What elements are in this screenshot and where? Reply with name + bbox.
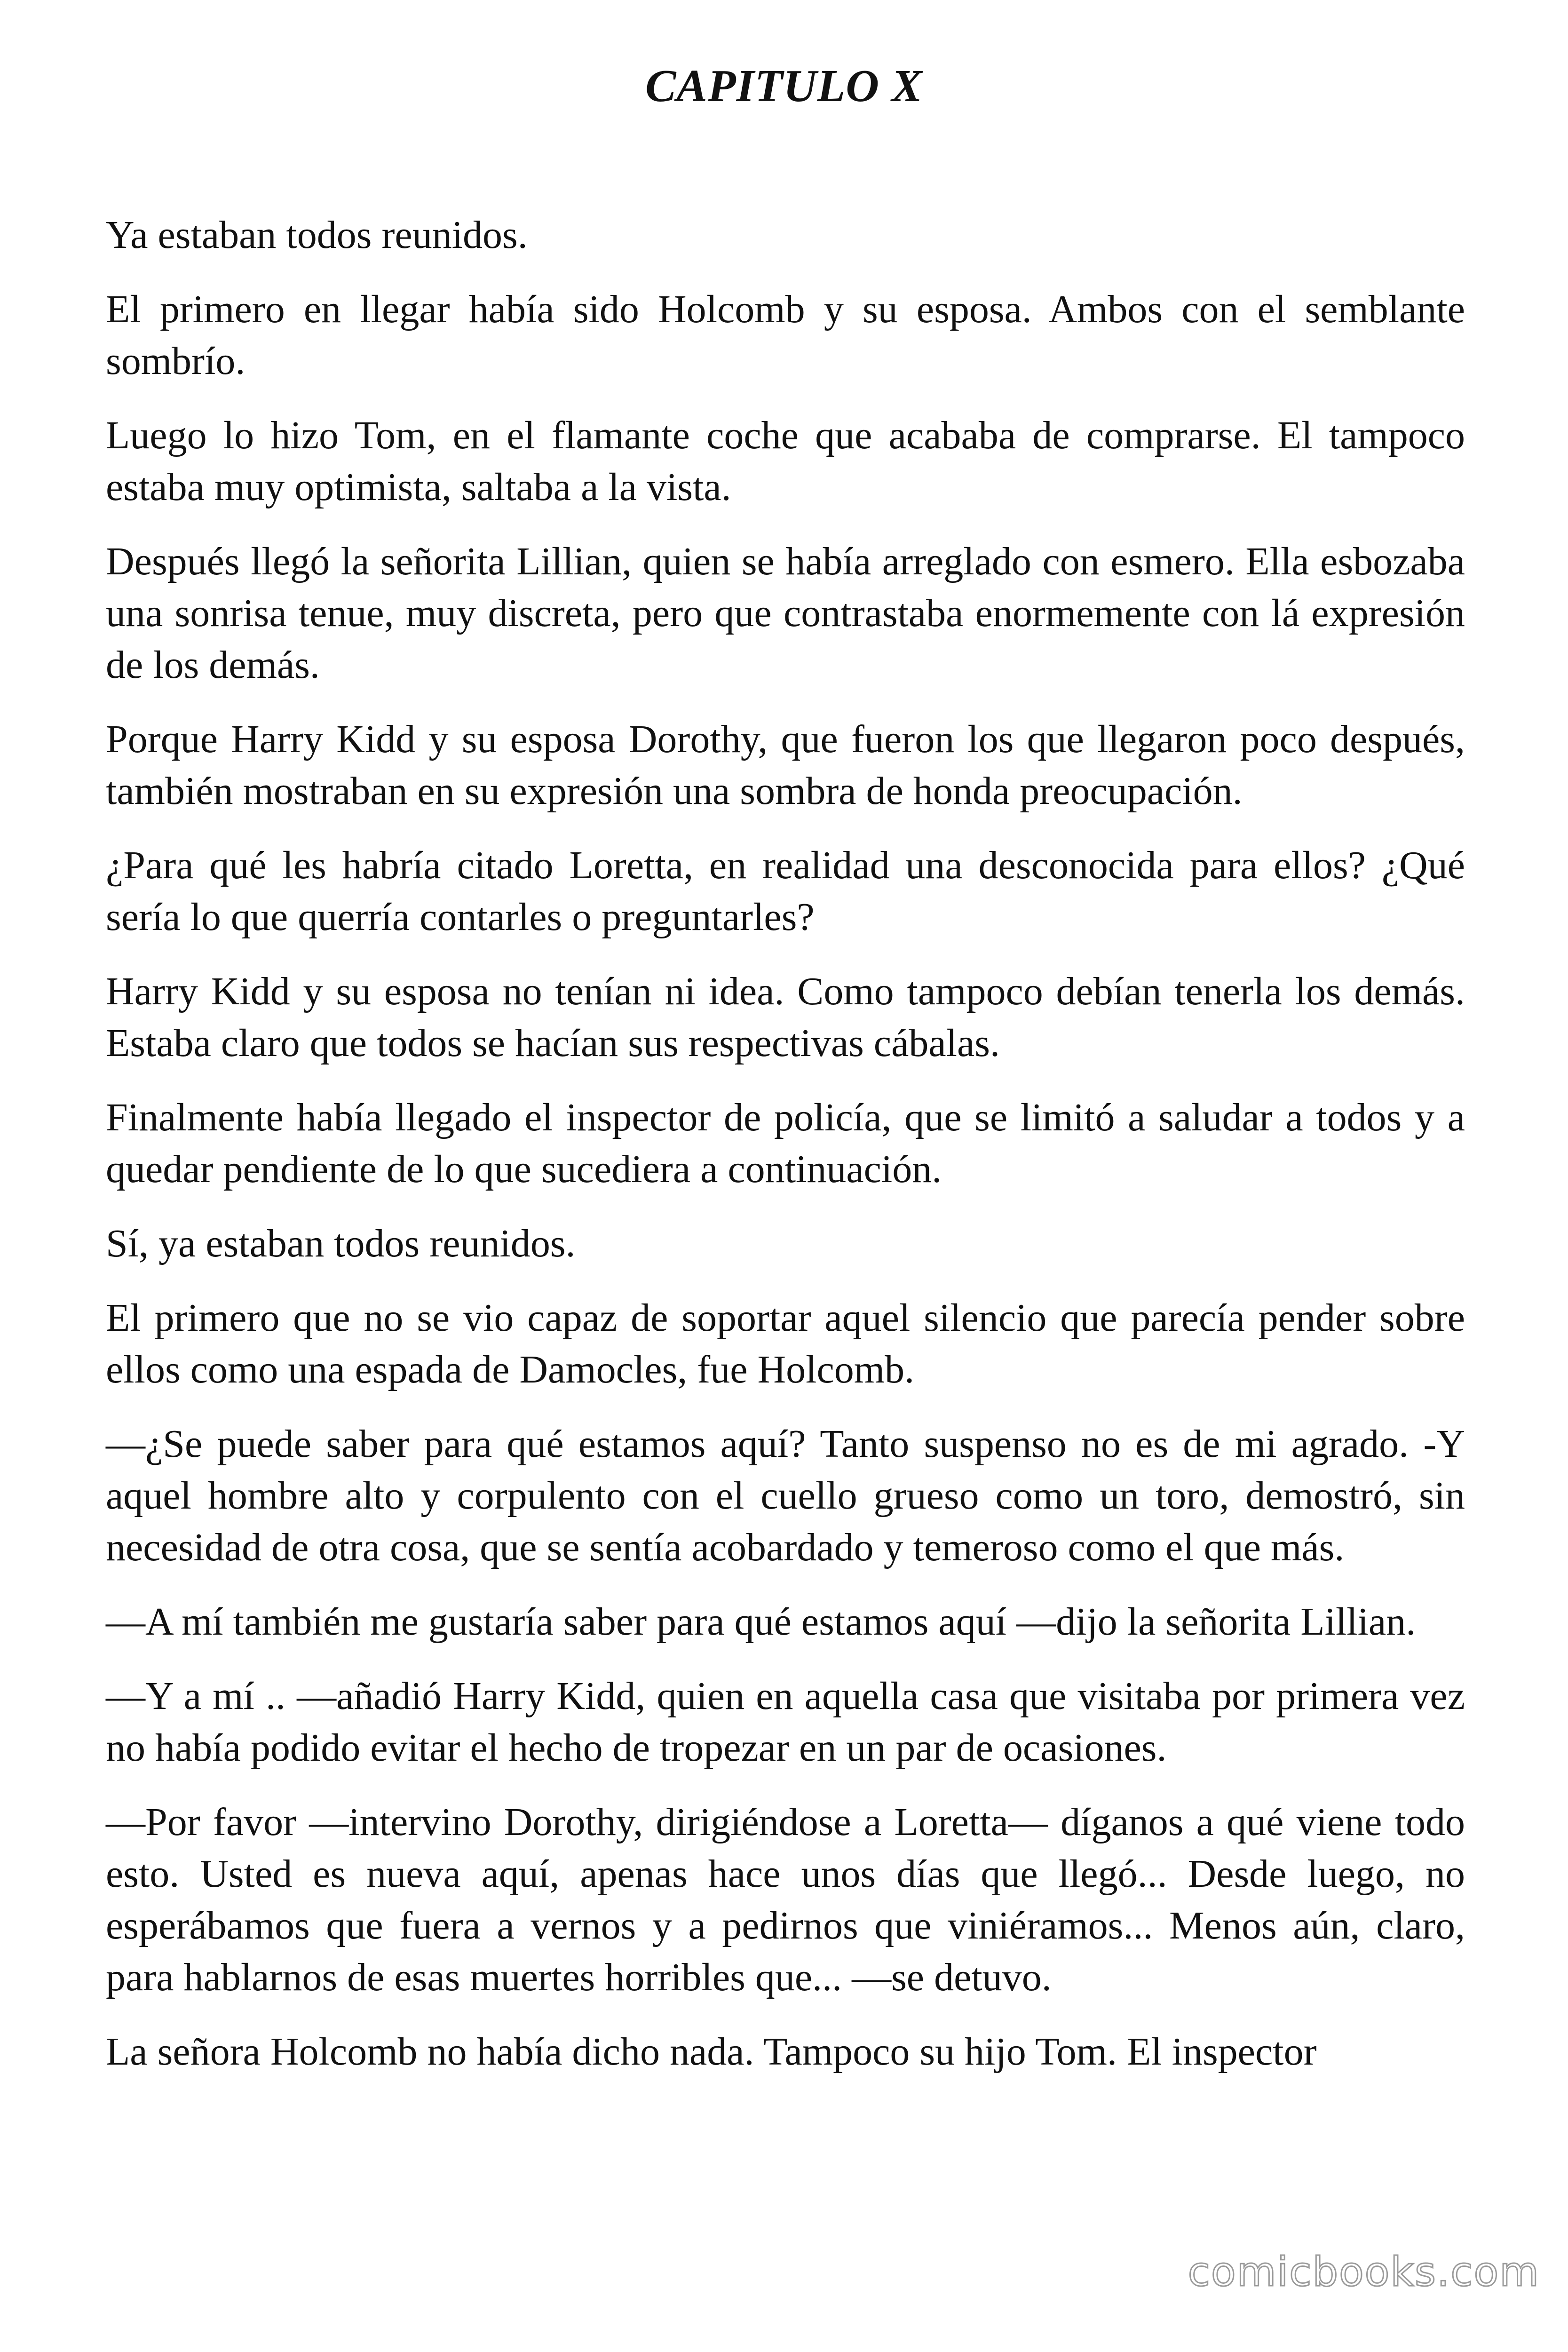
- paragraph: —A mí también me gustaría saber para qué estamos aquí —dijo la señorita Lillian.: [106, 1600, 1416, 1644]
- paragraph: Harry Kidd y su esposa no tenían ni idea. Como tampoco debían tenerla los demás. Estaba claro que todos se hacían sus respectivas cábalas.: [106, 969, 1465, 1065]
- paragraph: Después llegó la señorita Lillian, quien se había arreglado con esmero. Ella esbozaba una sonrisa tenue, muy discreta, pero que contrastaba enormemente con lá expresión de los demás.: [106, 540, 1465, 687]
- paragraph: —Por favor —intervino Dorothy, dirigiéndose a Loretta— díganos a qué viene todo esto. Usted es nueva aquí, apenas hace unos días que llegó... Desde luego, no esperábamos que fuera a vernos y a pedirnos que viniéramos... Menos aún, claro, para hablarnos de esas muertes horribles que... —se detuvo.: [106, 1800, 1465, 1999]
- paragraph: El primero que no se vio capaz de soportar aquel silencio que parecía pender sobre ellos como una espada de Damocles, fue Holcomb.: [106, 1296, 1465, 1391]
- paragraph: —Y a mí .. —añadió Harry Kidd, quien en aquella casa que visitaba por primera vez no había podido evitar el hecho de tropezar en un par de ocasiones.: [106, 1674, 1465, 1770]
- paragraph: Sí, ya estaban todos reunidos.: [106, 1222, 576, 1265]
- watermark: comicbooks.com: [1188, 2249, 1540, 2296]
- paragraph: Porque Harry Kidd y su esposa Dorothy, que fueron los que llegaron poco después, también mostraban en su expresión una sombra de honda preocupación.: [106, 717, 1465, 813]
- paragraph: Finalmente había llegado el inspector de policía, que se limitó a saludar a todos y a quedar pendiente de lo que sucediera a continuación.: [106, 1096, 1465, 1191]
- chapter-body: [106, 209, 1465, 2078]
- chapter-title: CAPITULO X: [645, 61, 923, 111]
- paragraph: ¿Para qué les habría citado Loretta, en realidad una desconocida para ellos? ¿Qué sería lo que querría contarles o preguntarles?: [106, 843, 1465, 939]
- paragraph: Luego lo hizo Tom, en el flamante coche que acababa de comprarse. El tampoco estaba muy optimista, saltaba a la vista.: [106, 413, 1465, 509]
- paragraph: El primero en llegar había sido Holcomb y su esposa. Ambos con el semblante sombrío.: [106, 287, 1465, 383]
- paragraph: La señora Holcomb no había dicho nada. Tampoco su hijo Tom. El inspector: [106, 2030, 1317, 2074]
- paragraph: Ya estaban todos reunidos.: [106, 213, 528, 257]
- paragraph: —¿Se puede saber para qué estamos aquí? Tanto suspenso no es de mi agrado. -Y aquel hombre alto y corpulento con el cuello grueso como un toro, demostró, sin necesidad de otra cosa, que se sentía acobardado y temeroso como el que más.: [106, 1422, 1465, 1569]
